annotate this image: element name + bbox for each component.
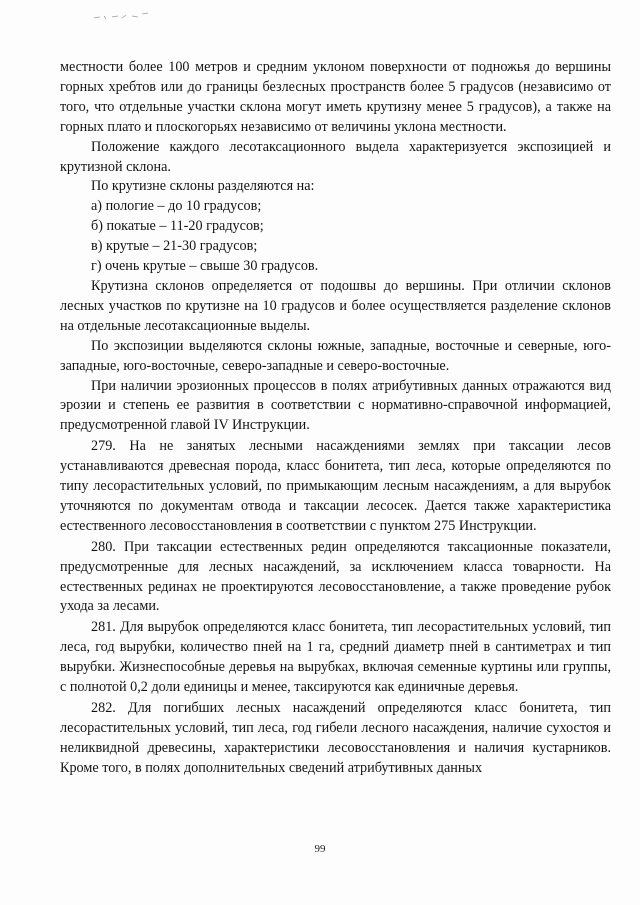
paragraph-steepness-intro: По крутизне склоны разделяются на: — [91, 178, 315, 195]
list-item-very-steep: г) очень крутые – свыше 30 градусов. — [91, 258, 319, 275]
paragraph-279: 279. На не занятых лесными насаждениями землях при таксации лесов устанавливаются древесная порода, класс бонитета, тип леса, которые определяются по типу лесорастительных условий, по примыкающим лесным насаждениям, а для вырубок уточняются по документам отвода и таксации лесосек. Дается также характеристика естественного лесовосстановления в соответствии с пунктом 275 Инструкции. — [60, 438, 611, 534]
paragraph-slope-position: Положение каждого лесотаксационного выдела характеризуется экспозицией и крутизной склона. — [60, 138, 611, 175]
paragraph-282: 282. Для погибших лесных насаждений определяются класс бонитета, тип лесорастительных условий, тип леса, год гибели лесного насаждения, наличие сухостоя и неликвидной древесины, характеристики лесовосстановления и наличия кустарников. Кроме того, в полях дополнительных сведений атрибутивных данных — [60, 700, 611, 776]
scan-artifact-mark — [92, 8, 152, 22]
paragraph-erosion: При наличии эрозионных процессов в полях атрибутивных данных отражаются вид эрозии и степень ее развития в соответствии с нормативно-справочной информацией, предусмотренной главой IV Инструкции. — [60, 377, 611, 434]
paragraph-slope-definition: местности более 100 метров и средним уклоном поверхности от подножья до вершины горных хребтов или до границы безлесных пространств более 5 градусов (независимо от того, что отдельные участки склона могут иметь крутизну менее 5 градусов), а также на горных плато и плоскогорьях независимо от величины уклона местности. — [60, 59, 611, 135]
list-item-sloping: б) покатые – 11-20 градусов; — [91, 218, 264, 235]
paragraph-281: 281. Для вырубок определяются класс бонитета, тип лесорастительных условий, тип леса, год вырубки, количество пней на 1 га, средний диаметр пней в сантиметрах и тип вырубки. Жизнеспособные деревья на вырубках, включая семенные куртины или группы, с полнотой 0,2 доли единицы и менее, таксируются как единичные деревья. — [60, 619, 611, 696]
paragraph-280: 280. При таксации естественных редин определяются таксационные показатели, предусмотренные для лесных насаждений, за исключением класса товарности. На естественных рединах не проектируются лесовосстановление, а также проведение рубок ухода за лесами. — [60, 538, 611, 615]
list-item-gentle: а) пологие – до 10 градусов; — [91, 198, 262, 215]
page-number: 99 — [314, 843, 326, 855]
document-body — [60, 58, 611, 779]
paragraph-steepness-measure: Крутизна склонов определяется от подошвы до вершины. При отличии склонов лесных участков по крутизне на 10 градусов и более осуществляется разделение склонов на отдельные лесотаксационные выделы. — [60, 277, 611, 334]
paragraph-exposure: По экспозиции выделяются склоны южные, западные, восточные и северные, юго-западные, юго-восточные, северо-западные и северо-восточные. — [60, 337, 611, 374]
list-item-steep: в) крутые – 21-30 градусов; — [91, 238, 258, 255]
